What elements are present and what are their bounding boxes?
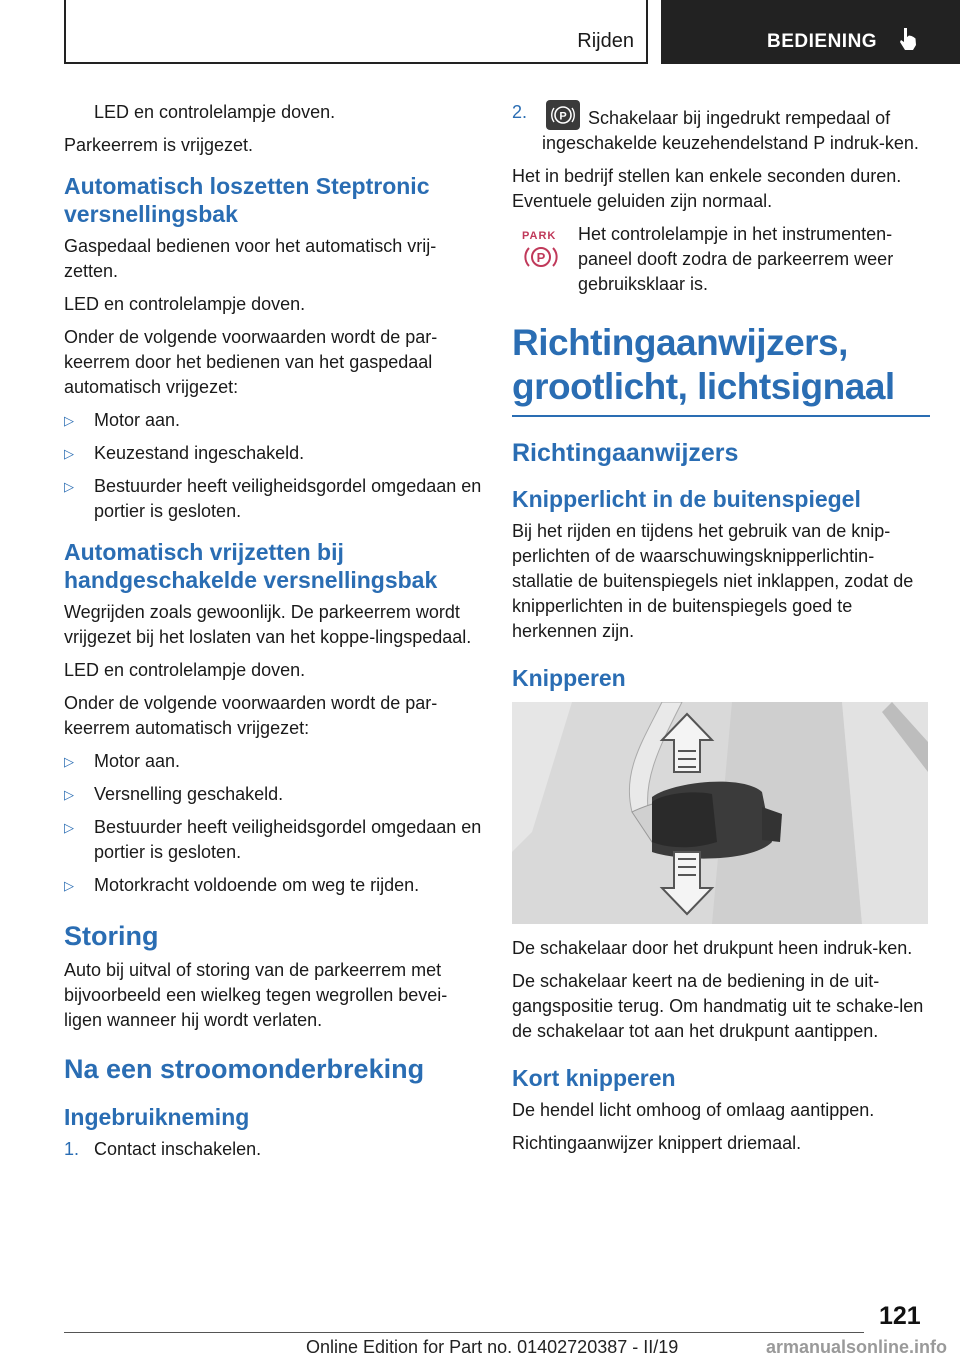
paragraph: De schakelaar keert na de bediening in de uit-gangspositie terug. Om handmatig uit te schake-len de schakelaar tot aan het drukpunt aantippen. — [512, 971, 924, 1041]
header-chapter-title: BEDIENING — [767, 31, 878, 52]
list-item — [64, 749, 482, 774]
heading-auto-steptronic: Automatisch loszetten Steptronic versnellingsbak — [64, 173, 430, 227]
list-item — [64, 815, 482, 865]
footer-watermark-logo: armanualsonline.info — [766, 1337, 948, 1357]
triangle-bullet-icon: ▷ — [64, 446, 74, 461]
triangle-bullet-icon: ▷ — [64, 479, 74, 494]
header-section-title: Rijden — [577, 30, 634, 52]
heading-ingebruikneming: Ingebruikneming — [64, 1104, 250, 1130]
step-number: 2. — [512, 102, 528, 122]
turn-signal-lever-illustration — [512, 702, 928, 924]
header-section-box — [64, 0, 648, 64]
step-item — [64, 1137, 482, 1162]
paragraph: LED en controlelampje doven. — [64, 660, 306, 680]
list-item-text: Bestuurder heeft veiligheidsgordel omgedaan en portier is gesloten. — [94, 476, 482, 521]
footer-edition: Online Edition for Part no. 01402720387 - II/19 — [306, 1337, 679, 1357]
footer-divider — [64, 1332, 864, 1333]
triangle-bullet-icon: ▷ — [64, 413, 74, 428]
list-item-text: Versnelling geschakeld. — [94, 784, 284, 804]
paragraph: Gaspedaal bedienen voor het automatisch vrij-zetten. — [64, 236, 437, 281]
step-text: Schakelaar bij ingedrukt rempedaal of ingeschakelde keuzehendelstand P indruk-ken. — [542, 108, 919, 153]
paragraph: Wegrijden zoals gewoonlijk. De parkeerrem wordt vrijgezet bij het loslaten van het koppe-lingspedaal. — [64, 602, 472, 647]
list-item-text: Motorkracht voldoende om weg te rijden. — [94, 875, 420, 895]
list-item-text: Bestuurder heeft veiligheidsgordel omgedaan en portier is gesloten. — [94, 817, 482, 862]
paragraph: De hendel licht omhoog of omlaag aantippen. — [512, 1100, 875, 1120]
list-item-text: Motor aan. — [94, 410, 181, 430]
list-item — [64, 782, 482, 807]
paragraph: Onder de volgende voorwaarden wordt de par-keerrem door het bedienen van het gaspedaal automatisch vrijgezet: — [64, 327, 438, 397]
chapter-heading: Richtingaanwijzers, grootlicht, lichtsignaal — [512, 321, 930, 417]
paragraph: LED en controlelampje doven. — [64, 294, 306, 314]
paragraph: Richtingaanwijzer knippert driemaal. — [512, 1133, 802, 1153]
park-label: PARK — [522, 230, 557, 242]
heading-kort-knipperen: Kort knipperen — [512, 1065, 676, 1091]
triangle-bullet-icon: ▷ — [64, 787, 74, 802]
list-item — [64, 408, 482, 433]
triangle-bullet-icon: ▷ — [64, 820, 74, 835]
step-number: 1. — [64, 1139, 80, 1159]
paragraph: Het in bedrijf stellen kan enkele seconden duren. Eventuele geluiden zijn normaal. — [512, 166, 902, 211]
triangle-bullet-icon: ▷ — [64, 878, 74, 893]
list-item-text: Keuzestand ingeschakeld. — [94, 443, 305, 463]
heading-knipperen: Knipperen — [512, 665, 626, 691]
paragraph: Auto bij uitval of storing van de parkeerrem met bijvoorbeeld een wielkeg tegen wegrollen bevei-ligen wanneer hij wordt verlaten. — [64, 960, 448, 1030]
svg-text:P: P — [536, 250, 546, 265]
paragraph: LED en controlelampje doven. — [94, 102, 336, 122]
list-item — [64, 441, 482, 466]
heading-auto-manual: Automatisch vrijzetten bij handgeschakelde versnellingsbak — [64, 539, 438, 593]
heading-knipperlicht: Knipperlicht in de buitenspiegel — [512, 486, 861, 512]
parking-brake-button-icon — [546, 100, 580, 130]
step-item — [512, 100, 930, 156]
right-column — [512, 100, 930, 1164]
park-indicator-text: Het controlelampje in het instrumenten-paneel dooft zodra de parkeerrem weer gebruiksklaar is. — [578, 224, 894, 294]
heading-storing: Storing — [64, 921, 159, 951]
paragraph: Bij het rijden en tijdens het gebruik van de knip-perlichten of de waarschuwingsknipperlichtin-stallatie de buitenspiegels niet inklappen, zodat de knipperlichten in de buitenspiegels goed te herkennen zijn. — [512, 521, 914, 641]
hand-pointer-icon — [897, 26, 919, 57]
header-chapter-tab — [661, 0, 960, 64]
list-item — [64, 873, 482, 898]
triangle-bullet-icon: ▷ — [64, 754, 74, 769]
paragraph: De schakelaar door het drukpunt heen indruk-ken. — [512, 938, 913, 958]
paragraph: Parkeerrem is vrijgezet. — [64, 135, 254, 155]
park-indicator-icon — [512, 222, 578, 297]
step-text-wrap — [542, 100, 930, 156]
list-item — [64, 474, 482, 524]
park-indicator-note — [512, 222, 930, 297]
heading-stroomonderbreking: Na een stroomonderbreking — [64, 1054, 425, 1084]
left-column — [64, 100, 482, 1170]
svg-text:P: P — [559, 110, 567, 123]
list-item-text: Motor aan. — [94, 751, 181, 771]
page-number: 121 — [879, 1302, 921, 1330]
step-text: Contact inschakelen. — [94, 1139, 262, 1159]
heading-richtingaanwijzers: Richtingaanwijzers — [512, 439, 739, 467]
paragraph: Onder de volgende voorwaarden wordt de par-keerrem automatisch vrijgezet: — [64, 693, 438, 738]
